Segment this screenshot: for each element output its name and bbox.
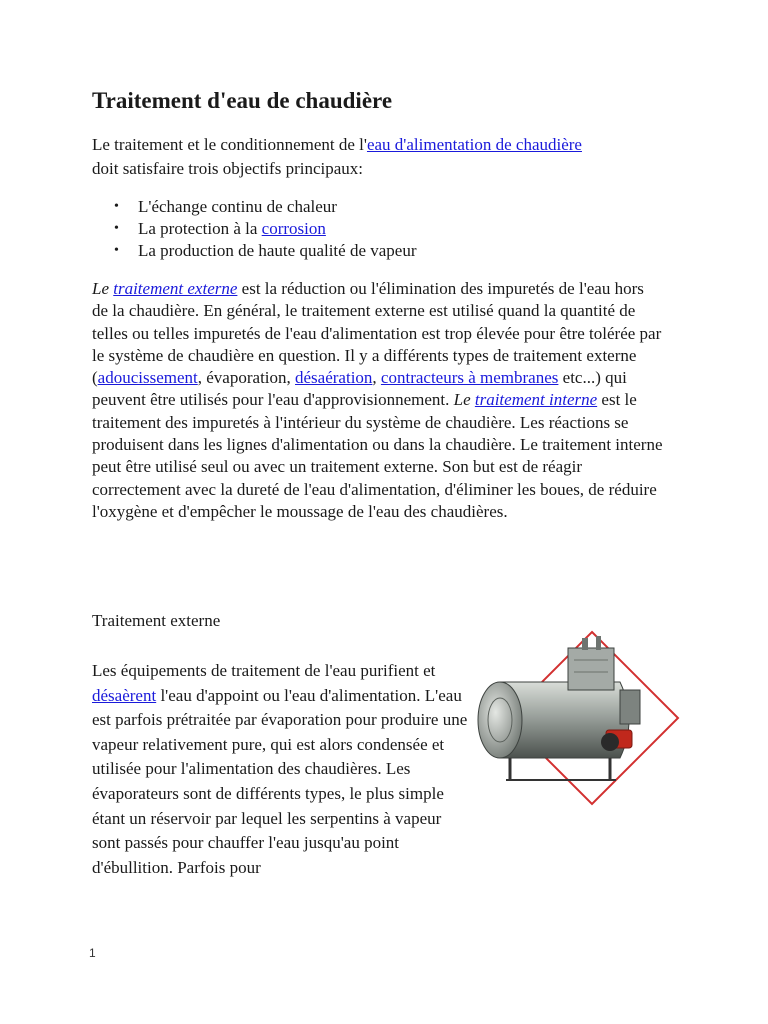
link-traitement-interne[interactable]: traitement interne (474, 390, 598, 410)
external-treatment-paragraph (92, 659, 472, 880)
list-item (92, 196, 417, 218)
link-traitement-externe[interactable]: traitement externe (113, 279, 238, 298)
italic-le-2: Le (453, 390, 471, 410)
list-item-text: L'échange continu de chaleur (138, 197, 337, 216)
boiler-end (478, 682, 522, 758)
link-corrosion[interactable]: corrosion (261, 219, 326, 238)
page-number: 1 (89, 946, 96, 960)
intro-paragraph (92, 133, 612, 181)
objectives-list (92, 196, 417, 262)
body2-text-1: Les équipements de traitement de l'eau purifient et (92, 661, 436, 680)
intro-text-2: doit satisfaire trois objectifs principaux: (92, 159, 363, 178)
control-panel (568, 648, 614, 690)
treatment-paragraph (92, 278, 664, 523)
list-item-text: La production de haute qualité de vapeur (138, 241, 417, 260)
link-eau-alimentation[interactable]: eau d'alimentation de chaudière (366, 135, 582, 154)
boiler-image (470, 630, 680, 810)
link-contracteurs-membranes[interactable]: contracteurs à membranes (380, 368, 559, 388)
italic-le: Le (92, 279, 109, 298)
para-text-4: etc...) qui peuvent être utilisés pour l'eau d'approvisionnement. (92, 368, 627, 410)
body2-text-2: l'eau d'appoint ou l'eau d'alimentation. L'eau est parfois prétraitée par évaporation pour produire une vapeur relativement pure, qui est alors condensée et utilisée pour l'alimentation des chaudières. Les évaporateurs sont de différents types, le plus simple étant un réservoir par lequel les serpentins à vapeur sont passés pour chauffer l'eau jusqu'au point d'ébullition. Parfois pour (92, 685, 468, 877)
link-desaeration[interactable]: désaération (295, 368, 373, 388)
section-heading: Traitement externe (92, 611, 221, 630)
para-text-2: , évaporation, (197, 368, 296, 388)
link-desaerent[interactable]: désaèrent (92, 685, 157, 705)
para-text-1: est la réduction ou l'élimination des impuretés de l'eau hors de la chaudière. En général, le traitement externe est utilisé quand la quantité de telles ou telles impuretés de l'eau d'alimentation est trop élevée pour être tolérée par le système de chaudière en question. Il y a différents types de traitement externe ( (92, 279, 662, 388)
link-adoucissement[interactable]: adoucissement (97, 368, 198, 388)
list-item-text: La protection à la (138, 219, 262, 238)
para-text-5: est le traitement des impuretés à l'intérieur du système de chaudière. Les réactions se produisent dans les lignes d'alimentation ou dans la chaudière. Le traitement interne peut être utilisé seul ou avec un traitement externe. Son but est de réagir correctement avec la dureté de l'eau d'alimentation, d'éliminer les boues, de réduire l'oxygène et d'empêcher le moussage de l'eau des chaudières. (92, 390, 663, 521)
intro-text-1: Le traitement et le conditionnement de l' (92, 135, 367, 154)
para-text-3: , (372, 368, 381, 388)
page-title: Traitement d'eau de chaudière (92, 88, 393, 113)
list-item (92, 218, 417, 240)
list-item (92, 240, 417, 262)
